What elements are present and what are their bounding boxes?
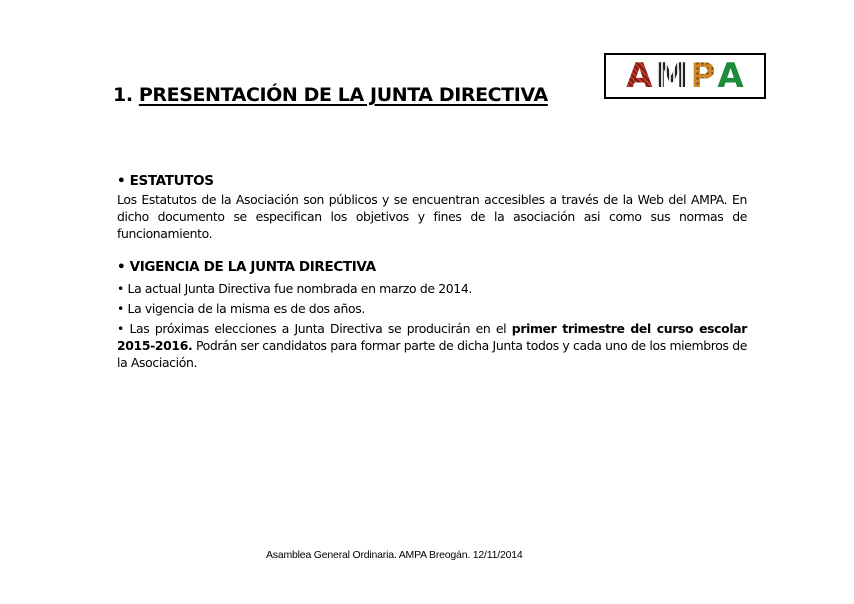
section-vigencia (117, 258, 747, 371)
section-estatutos (117, 172, 747, 242)
section-paragraph: Los Estatutos de la Asociación son públicos y se encuentran accesibles a través de la Web del AMPA. En dicho documento se especifican los objetivos y fines de la asociación asi como sus normas de funcionamiento. (117, 192, 747, 241)
logo-letter: P (690, 56, 716, 96)
bullet-text: • Las próximas elecciones a Junta Directiva se producirán en el (117, 321, 512, 336)
logo-letter: A (717, 56, 744, 96)
bullet-bold-text: primer trimestre del curso escolar 2015-2016. (117, 321, 747, 353)
page-footer: Asamblea General Ordinaria. AMPA Breogán. 12/11/2014 (266, 549, 523, 561)
bullet-item (117, 320, 747, 371)
bullet-item: • La vigencia de la misma es de dos años. (117, 301, 365, 316)
section-heading: • VIGENCIA DE LA JUNTA DIRECTIVA (117, 259, 376, 275)
title-number: 1. (113, 84, 133, 106)
title-text: PRESENTACIÓN DE LA JUNTA DIRECTIVA (138, 84, 548, 106)
bullet-text: Podrán ser candidatos para formar parte de dicha Junta todos y cada uno de los miembros de la Asociación. (117, 338, 747, 370)
page-title (113, 84, 548, 106)
logo-letter: A (626, 56, 653, 96)
logo-letter: M (654, 56, 689, 96)
section-heading: • ESTATUTOS (117, 173, 214, 189)
document-body (117, 172, 747, 371)
bullet-item: • La actual Junta Directiva fue nombrada en marzo de 2014. (117, 281, 472, 296)
ampa-logo (604, 53, 766, 99)
